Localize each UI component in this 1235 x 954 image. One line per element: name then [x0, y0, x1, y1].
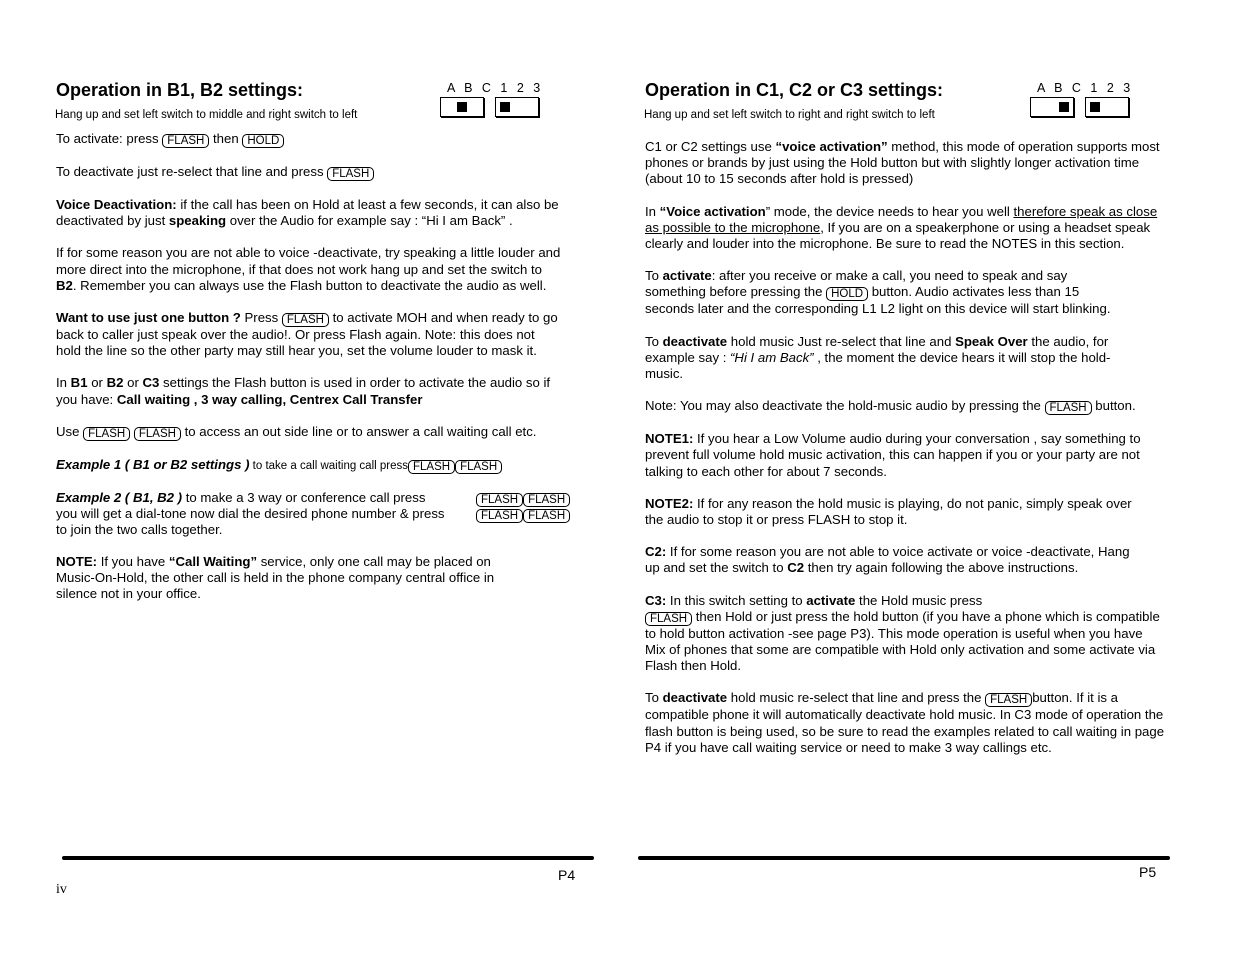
activate-instruction: To activate: press FLASH then HOLD [56, 131, 561, 148]
c3-paragraph: C3: In this switch setting to activate the Hold music press FLASH then Hold or just press the hold button (if you have a phone which is compatible to hold button activation -see page P3). This mode operation is useful when you have Mix of phones that some are compatible with Hold only activation and some activate via Flash then Hold. [645, 592, 1160, 674]
use-flash-paragraph: Use FLASH FLASH to access an out side line or to answer a call waiting call etc. [56, 423, 537, 440]
right-page-title: Operation in C1, C2 or C3 settings: [645, 80, 944, 100]
call-waiting-note: NOTE: If you have “Call Waiting” service, only one call may be placed on Music-On-Hold, the other call is held in the phone company central office in silence not in your office. [56, 554, 495, 602]
flash-key: FLASH [282, 313, 329, 327]
one-button-paragraph: Want to use just one button ? Press FLASH to activate MOH and when ready to go back to caller just speak over the audio!. Or press Flash again. Note: this does not hold the line so the other party may still hear you, set the volume louder to mask it. [56, 310, 558, 359]
switch-labels: A B C 1 2 3 [447, 81, 544, 95]
deactivate-instruction: To deactivate just re-select that line and press FLASH [56, 164, 561, 181]
right-footer-rule [638, 856, 1170, 860]
flash-key: FLASH [134, 427, 181, 441]
flash-key: FLASH [408, 460, 455, 474]
flash-key: FLASH [476, 493, 523, 507]
note-2: NOTE2: If for any reason the hold music is playing, do not panic, simply speak over the audio to stop it or press FLASH to stop it. [645, 495, 1132, 528]
right-page-number: P5 [1139, 864, 1157, 880]
roman-page-number: iv [56, 882, 67, 897]
flash-key: FLASH [1045, 401, 1092, 415]
note-1: NOTE1: If you hear a Low Volume audio during your conversation , say something to prevent full volume hold music activation, this can happen if you or your party are not talking to each other for about 7 seconds. [645, 431, 1141, 479]
right-switch-123 [1085, 97, 1129, 117]
flash-key: FLASH [83, 427, 130, 441]
example-1: Example 1 ( B1 or B2 settings ) to take a call waiting call press FLASH FLASH [56, 457, 561, 474]
right-page-subtitle: Hang up and set left switch to right and right switch to left [644, 109, 935, 121]
left-page-title: Operation in B1, B2 settings: [56, 80, 304, 100]
hold-key: HOLD [826, 287, 868, 301]
left-footer-rule [62, 856, 594, 860]
flash-key: FLASH [523, 493, 570, 507]
voice-activation-intro: C1 or C2 settings use “voice activation” method, this mode of operation supports most phones or brands by just using the Hold button but with slightly longer activation time (about 10 to 15 seconds after hold is pressed) [645, 139, 1160, 187]
c3-deactivate-paragraph: To deactivate hold music re-select that line and press the FLASH button. If it is a compatible phone it will automatically deactivate hold music. In C3 mode of operation the flash button is being used, so be sure to read the examples related to call waiting in page P4 if you have call waiting service or need to make 3 way callings etc. [645, 690, 1165, 755]
left-page-number: P4 [558, 867, 576, 883]
activate-paragraph: To activate: after you receive or make a call, you need to speak and say something before pressing the HOLD button. Audio activates less than 15 seconds later and the corresponding L1 L2 light on this device will start blinking. [645, 268, 1111, 317]
left-switch-abc [440, 97, 484, 117]
hold-key: HOLD [242, 134, 284, 148]
voice-fallback-paragraph: If for some reason you are not able to voice -deactivate, try speaking a little louder and more direct into the microphone, if that does not work hang up and set the switch to B2. Remember you can always use the Flash button to deactivate the audio as well. [56, 245, 561, 293]
deactivate-paragraph: To deactivate hold music Just re-select that line and Speak Over the audio, for example say : “Hi I am Back” , the moment the device hears it will stop the hold-music. [645, 333, 1111, 382]
voice-mode-paragraph: In “Voice activation” mode, the device needs to hear you well therefore speak as close as possible to the microphone, If you are on a speakerphone or using a headset speak clearly and louder into the microphone. Be sure to read the NOTES in this section. [645, 203, 1158, 252]
flash-key: FLASH [327, 167, 374, 181]
right-switch-123 [495, 97, 539, 117]
right-switch-diagram [1030, 80, 1140, 122]
flash-key: FLASH [523, 509, 570, 523]
left-page-subtitle: Hang up and set left switch to middle and right switch to left [55, 109, 358, 121]
switch-labels: A B C 1 2 3 [1037, 81, 1134, 95]
left-switch-diagram [440, 80, 550, 122]
flash-key: FLASH [645, 612, 692, 626]
flash-key: FLASH [985, 693, 1032, 707]
flash-key: FLASH [162, 134, 209, 148]
flash-key: FLASH [476, 509, 523, 523]
flash-usage-paragraph: In B1 or B2 or C3 settings the Flash button is used in order to activate the audio so if you have: Call waiting , 3 way calling, Centrex Call Transfer [56, 375, 551, 407]
example-2: Example 2 ( B1, B2 ) to make a 3 way or conference call press FLASH FLASH you will get a dial-tone now dial the desired phone number & press FLASH FLASH to join the two calls together. [56, 490, 586, 538]
c2-paragraph: C2: If for some reason you are not able to voice activate or voice -deactivate, Hang up and set the switch to C2 then try again following the above instructions. [645, 544, 1130, 576]
right-page-body [645, 139, 1177, 756]
left-page-body [56, 131, 566, 603]
left-switch-abc [1030, 97, 1074, 117]
voice-deactivation-paragraph: Voice Deactivation: if the call has been on Hold at least a few seconds, it can also be deactivated by just speaking over the Audio for example say : “Hi I am Back” . [56, 197, 559, 229]
flash-key: FLASH [455, 460, 502, 474]
flash-deactivate-note: Note: You may also deactivate the hold-music audio by pressing the FLASH button. [645, 398, 1136, 415]
